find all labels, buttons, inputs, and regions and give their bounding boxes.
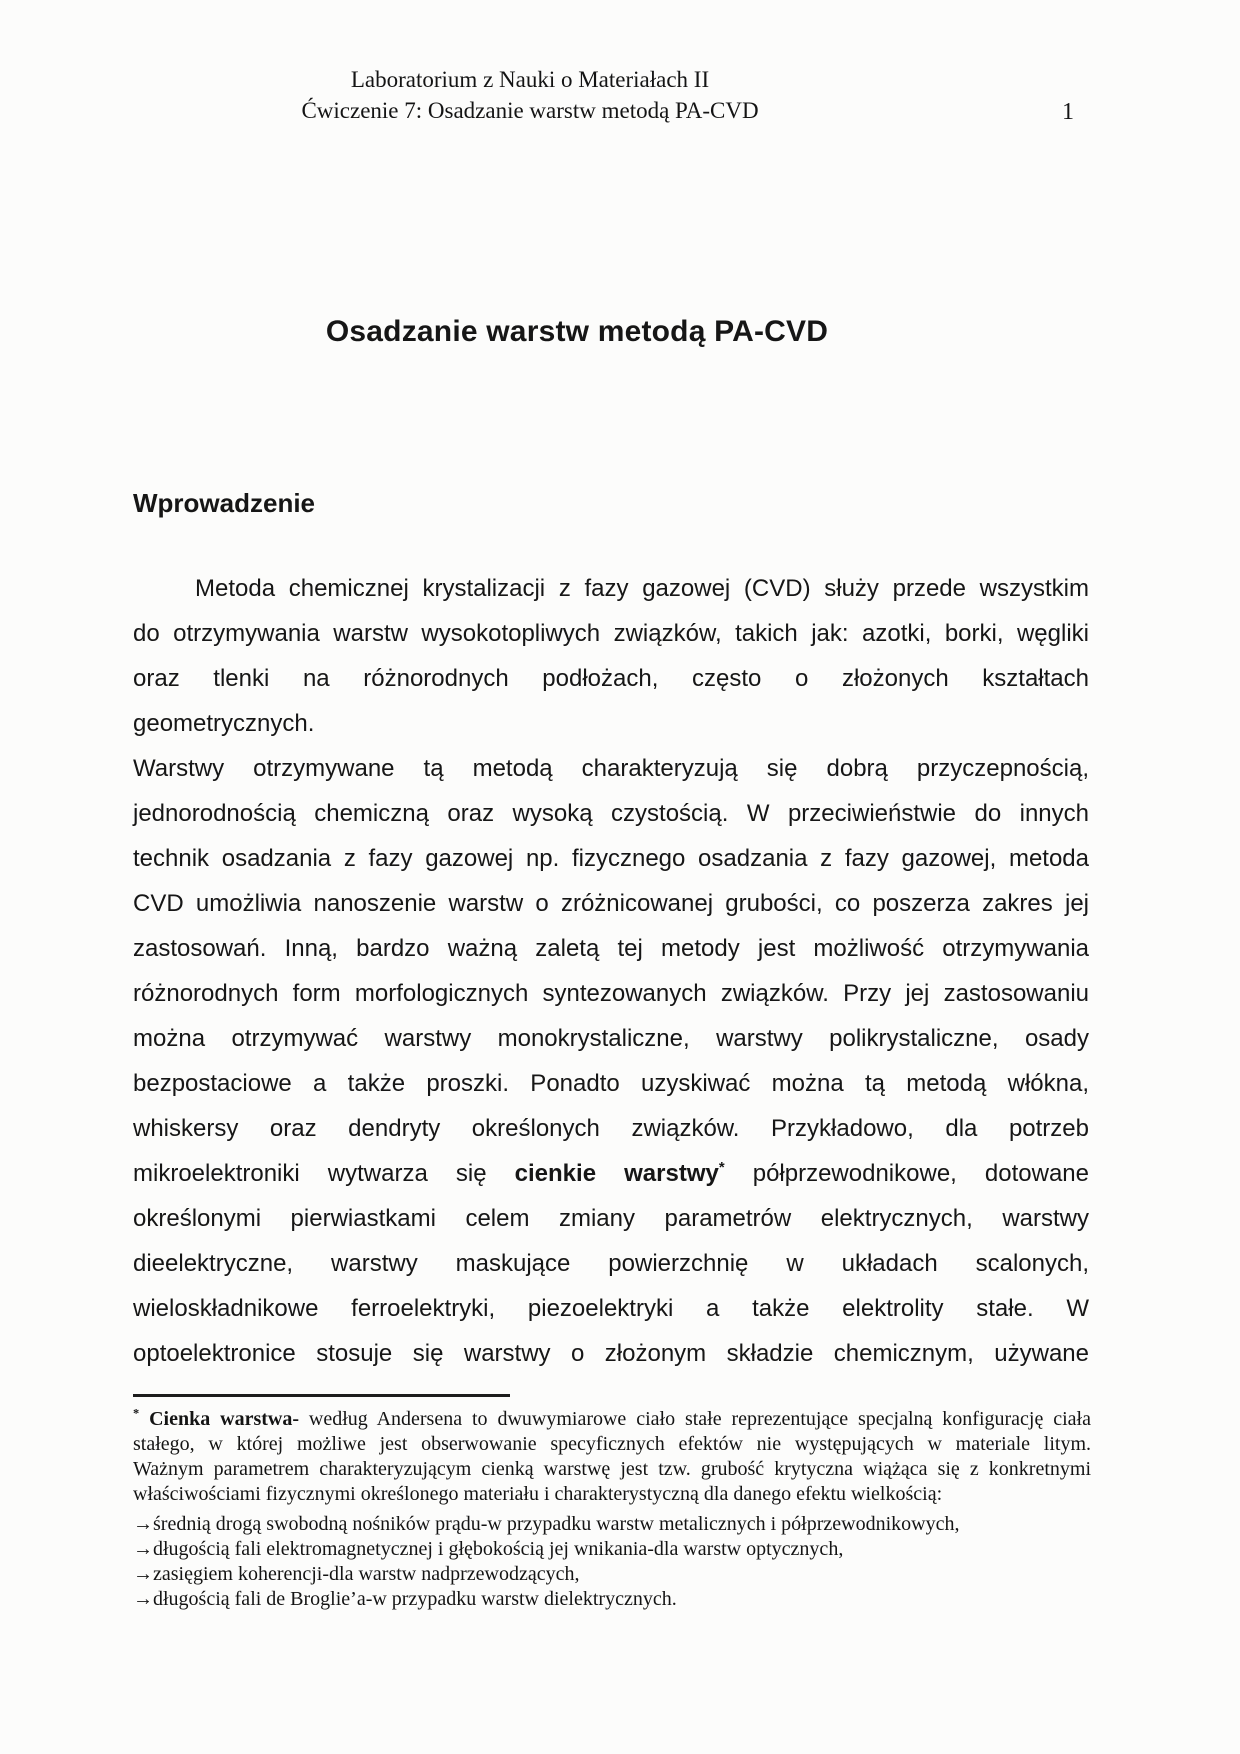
- body-line: [133, 566, 1089, 611]
- footnote-marker: *: [718, 1160, 725, 1176]
- body-line: [133, 701, 1089, 746]
- body-line: wieloskładnikowe ferroelektryki, piezoelektryki a także elektrolity stałe. W: [133, 1295, 1089, 1322]
- footnote-line: Ważnym parametrem charakteryzującym cienką warstwę jest tzw. grubość krytyczna wiążąca się z konkretnymi: [133, 1458, 1091, 1480]
- footnote: [133, 1407, 1091, 1612]
- footnote-line: stałego, w której możliwe jest obserwowanie specyficznych efektów nie występujących w materiale litym.: [133, 1433, 1091, 1455]
- body-text: [133, 566, 1089, 1376]
- paragraph-1: [133, 566, 1089, 746]
- footnote-line: [133, 1482, 1091, 1507]
- text-segment: półprzewodnikowe, dotowane: [724, 1160, 1090, 1187]
- document-title: Osadzanie warstw metodą PA-CVD: [325, 315, 829, 348]
- body-line: dieelektryczne, warstwy maskujące powierzchnię w układach scalonych,: [133, 1250, 1089, 1277]
- body-line: różnorodnych form morfologicznych syntezowanych związków. Przy jej zastosowaniu: [133, 980, 1089, 1007]
- body-line: [133, 1151, 1089, 1196]
- page-header: [60, 64, 1000, 126]
- text-segment: geometrycznych.: [133, 710, 315, 737]
- body-line: określonymi pierwiastkami celem zmiany parametrów elektrycznych, warstwy: [133, 1205, 1089, 1232]
- text-segment: właściwościami fizycznymi określonego materiału i charakterystyczną dla danego efektu wielkością:: [133, 1483, 943, 1505]
- footnote-line: [133, 1407, 1091, 1432]
- body-line: whiskersy oraz dendryty określonych związków. Przykładowo, dla potrzeb: [133, 1115, 1089, 1142]
- page-number: 1: [1062, 99, 1074, 125]
- body-line: optoelektronice stosuje się warstwy o złożonym składzie chemicznym, używane: [133, 1340, 1089, 1367]
- text-segment: Cienka warstwa-: [139, 1408, 299, 1430]
- text-segment: Metoda chemicznej krystalizacji z fazy gazowej (CVD) służy przede wszystkim: [195, 575, 1089, 602]
- text-segment: według Andersena to dwuwymiarowe ciało stałe reprezentujące specjalną konfigurację ciała: [299, 1408, 1091, 1430]
- footnote-arrow-item: →średnią drogą swobodną nośników prądu-w przypadku warstw metalicznych i półprzewodnikowych,: [133, 1513, 960, 1535]
- footnote-arrow-item: →długością fali elektromagnetycznej i głębokością jej wnikania-dla warstw optycznych,: [133, 1538, 844, 1560]
- body-line: zastosowań. Inną, bardzo ważną zaletą tej metody jest możliwość otrzymywania: [133, 935, 1089, 962]
- body-line: do otrzymywania warstw wysokotopliwych związków, takich jak: azotki, borki, węgliki: [133, 620, 1089, 647]
- body-line: bezpostaciowe a także proszki. Ponadto uzyskiwać można tą metodą włókna,: [133, 1070, 1089, 1097]
- body-line: CVD umożliwia nanoszenie warstw o zróżnicowanej grubości, co poszerza zakres jej: [133, 890, 1089, 917]
- footnote-separator: [133, 1394, 510, 1397]
- text-segment: cienkie warstwy: [514, 1160, 719, 1187]
- footnote-paragraph: [133, 1407, 1091, 1507]
- body-line: Warstwy otrzymywane tą metodą charakteryzują się dobrą przyczepnością,: [133, 755, 1089, 782]
- paragraph-2: [133, 746, 1089, 1376]
- body-line: oraz tlenki na różnorodnych podłożach, często o złożonych kształtach: [133, 665, 1089, 692]
- footnote-marker: *: [133, 1406, 140, 1421]
- section-heading: Wprowadzenie: [133, 488, 316, 518]
- header-line-1: Laboratorium z Nauki o Materiałach II: [350, 67, 710, 92]
- footnote-arrow-item: →długością fali de Broglie’a-w przypadku warstw dielektrycznych.: [133, 1588, 677, 1610]
- body-line: można otrzymywać warstwy monokrystaliczne, warstwy polikrystaliczne, osady: [133, 1025, 1089, 1052]
- body-line: jednorodnością chemiczną oraz wysoką czystością. W przeciwieństwie do innych: [133, 800, 1089, 827]
- footnote-arrow-list: [133, 1512, 1091, 1612]
- body-line: technik osadzania z fazy gazowej np. fizycznego osadzania z fazy gazowej, metoda: [133, 845, 1089, 872]
- header-line-2: Ćwiczenie 7: Osadzanie warstw metodą PA-CVD: [301, 98, 759, 123]
- text-segment: mikroelektroniki wytwarza się: [133, 1160, 515, 1187]
- footnote-arrow-item: →zasięgiem koherencji-dla warstw nadprzewodzących,: [133, 1563, 580, 1585]
